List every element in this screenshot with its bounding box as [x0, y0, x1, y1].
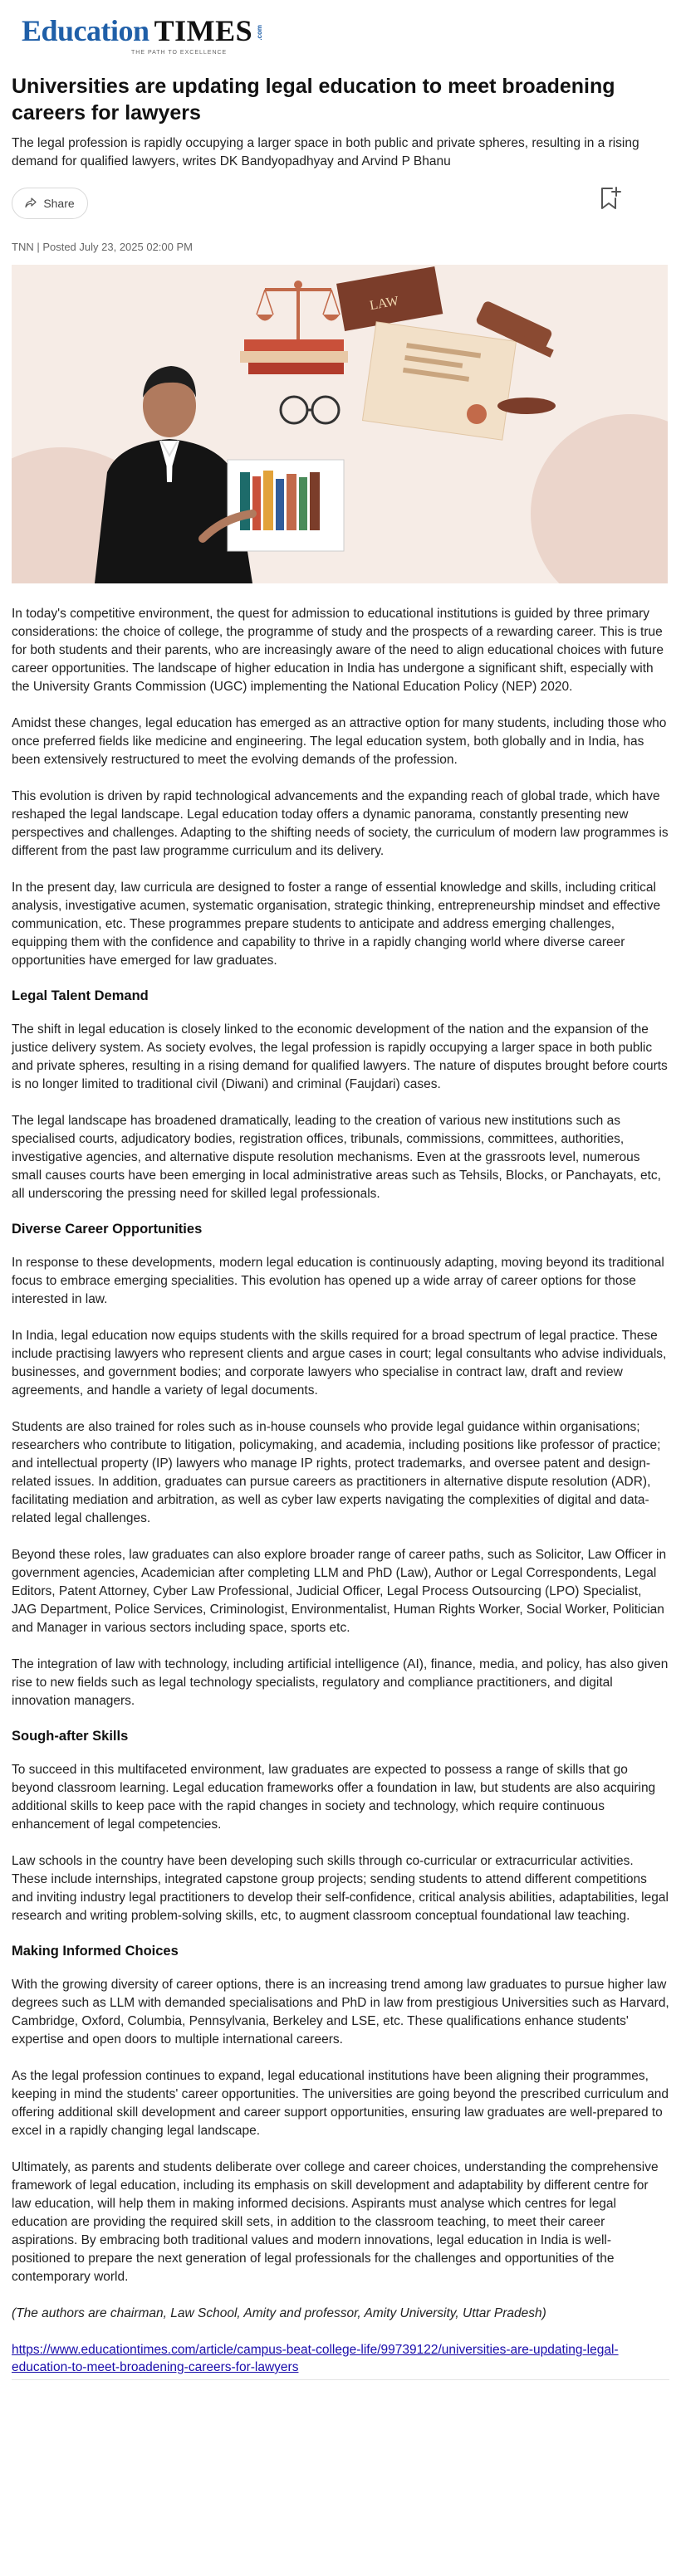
- author-note: (The authors are chairman, Law School, Amity and professor, Amity University, Uttar Pradesh): [12, 2306, 546, 2320]
- article-standfirst: The legal profession is rapidly occupying a larger space in both public and private spheres, resulting in a rising demand for qualified lawyers, writes DK Bandyopadhyay and Arvind P Bhanu: [12, 136, 639, 168]
- article-paragraph: To succeed in this multifaceted environment, law graduates are expected to possess a range of skills that go beyond classroom learning. Legal education frameworks offer a foundation in law, but students are also acquiring additional skills to keep pace with the rapid changes in society and technology, which require continuous enhancement of legal competencies.: [12, 1763, 656, 1832]
- article-byline: TNN | Posted July 23, 2025 02:00 PM: [12, 241, 193, 253]
- article-paragraph: Law schools in the country have been developing such skills through co-curricular or extracurricular activities. These include internships, integrated capstone group projects; sending students to attend different competitions and inviting industry legal practitioners to develop their self-confidence, critical analysis abilities, adaptabilities, legal research and writing problem-solving skills, etc, to augment classroom conceptual foundational law teaching.: [12, 1854, 669, 1923]
- divider: [12, 2379, 669, 2380]
- hero-illustration: [12, 265, 668, 583]
- article-paragraph: The legal landscape has broadened dramatically, leading to the creation of various new institutions such as specialised courts, adjudicatory bodies, registration offices, tribunals, commissions, committees, authorities, investigative agencies, and alternative dispute resolution mechanisms. Even at the grassroots level, numerous small causes courts have been emerging in local administrative areas such as Tehsils, Blocks, or Panchayats, etc, all underscoring the pressing need for skilled legal professionals.: [12, 1114, 661, 1201]
- article-paragraph: As the legal profession continues to expand, legal educational institutions have been aligning their programmes, keeping in mind the students' career opportunities. The universities are going beyond the prescribed curriculum and offering additional skill development and career support opportunities, ensuring law graduates are well-prepared to excel in a rapidly changing legal landscape.: [12, 2069, 669, 2138]
- article-paragraph: This evolution is driven by rapid technological advancements and the expanding reach of global trade, which have reshaped the legal landscape. Legal education today offers a dynamic panorama, constantly presenting new perspectives and challenges. Adapting to the shifting needs of society, the curriculum of modern law programmes is different from the past law programme curriculum and its delivery.: [12, 789, 669, 858]
- article-paragraph: Ultimately, as parents and students deliberate over college and career choices, understanding the comprehensive framework of legal education, including its emphasis on skill development and adaptability by different centre for law education, will help them in making informed decisions. Aspirants must analyse which centres for legal education are providing the required skill sets, in addition to the classroom teaching, to meet their career aspirations. By embracing both traditional values and modern innovations, legal education in India is well-positioned to prepare the next generation of legal professionals for the challenges and opportunities of the contemporary world.: [12, 2160, 659, 2284]
- site-header: [12, 0, 669, 60]
- section-heading: Sough-after Skills: [12, 1729, 129, 1744]
- logo-tagline: THE PATH TO EXCELLENCE: [131, 50, 228, 56]
- section-heading: Diverse Career Opportunities: [12, 1222, 203, 1237]
- logo-times: TIMES: [154, 14, 253, 47]
- article-paragraph: Amidst these changes, legal education has emerged as an attractive option for many students, including those who once preferred fields like medicine and engineering. The legal education system, both globally and in India, has been extensively restructured to meet the evolving demands of the profession.: [12, 716, 667, 767]
- article-body: [12, 605, 669, 2323]
- share-label: Share: [43, 197, 75, 210]
- source-url-link[interactable]: https://www.educationtimes.com/article/campus-beat-college-life/99739122/universities-are-updating-legal-education-to-meet-broadening-careers-for-lawyers: [12, 2343, 619, 2374]
- article-paragraph: Students are also trained for roles such as in-house counsels who provide legal guidance within organisations; researchers who contribute to litigation, policymaking, and academia, including positions like professor of practice; and intellectual property (IP) lawyers who manage IP rights, protect trademarks, and oversee patent and design-related issues. In addition, graduates can pursue careers as practitioners in alternative dispute resolution (ADR), facilitating mediation and arbitration, as well as cyber law experts navigating the complexities of digital and data-related legal challenges.: [12, 1420, 661, 1525]
- site-logo[interactable]: [22, 13, 264, 56]
- section-heading: Legal Talent Demand: [12, 988, 149, 1003]
- logo-globe-o: o: [118, 14, 134, 47]
- article-paragraph: The integration of law with technology, including artificial intelligence (AI), finance, media, and policy, has also given rise to new fields such as legal technology specialists, regulatory and compliance practitioners, and digital innovation managers.: [12, 1657, 669, 1708]
- article-paragraph: In today's competitive environment, the quest for admission to educational institutions is guided by three primary considerations: the choice of college, the programme of study and the prospects of a rewarding career. This is true for both students and their parents, who are increasingly aware of the need to align educational choices with future career opportunities. The landscape of higher education in India has undergone a significant shift, especially with the University Grants Commission (UGC) implementing the National Education Policy (NEP) 2020.: [12, 607, 664, 694]
- logo-suffix: .com: [256, 25, 264, 41]
- article-headline: Universities are updating legal education to meet broadening careers for lawyers: [12, 75, 615, 124]
- share-icon: [25, 198, 37, 209]
- article-paragraph: In India, legal education now equips students with the skills required for a broad spectrum of legal practice. These include practising lawyers who represent clients and argue cases in court; legal consultants who advise individuals, businesses, and government bodies; and corporate lawyers who specialise in contract law, draft and review agreements, and handle a variety of legal documents.: [12, 1329, 667, 1398]
- article-actions: [12, 181, 669, 222]
- article-paragraph: With the growing diversity of career options, there is an increasing trend among law graduates to pursue higher law degrees such as LLM with demanded specialisations and PhD in law from prestigious Universities such as Harvard, Cambridge, Oxford, Columbia, Pennsylvania, Berkeley and LSE, etc. These qualifications enhance students' expertise and open doors to multiple international careers.: [12, 1978, 669, 2047]
- share-button[interactable]: [12, 188, 88, 219]
- document-clipboard-icon: [362, 322, 516, 440]
- article-paragraph: The shift in legal education is closely linked to the economic development of the nation and the expansion of the justice delivery system. As society evolves, the legal profession is rapidly occupying a larger space in both public and private spheres, resulting in a rising demand for qualified lawyers. The nature of disputes brought before courts is no longer limited to traditional civil (Diwani) and criminal (Faujdari) cases.: [12, 1022, 668, 1091]
- logo-education: Education: [22, 14, 149, 47]
- bookmark-add-icon[interactable]: [600, 186, 621, 211]
- section-heading: Making Informed Choices: [12, 1944, 179, 1959]
- article-paragraph: In the present day, law curricula are designed to foster a range of essential knowledge and skills, including critical analysis, investigative acumen, systematic organisation, strategic thinking, entrepreneurship mindset and effective communication, etc. These programmes prepare students to anticipate and address emerging challenges, equipping them with the confidence and capability to thrive in a rapidly changing world where diverse career opportunities have emerged for law graduates.: [12, 881, 661, 968]
- hero-image: [12, 265, 668, 583]
- article-paragraph: Beyond these roles, law graduates can also explore broader range of career paths, such as Solicitor, Law Officer in government agencies, Academician after completing LLM and PhD (Law), Author or Legal Correspondents, Legal Editors, Patent Attorney, Cyber Law Professional, Judicial Officer, Legal Process Outsourcing (LPO) Specialist, JAG Department, Police Services, Criminologist, Environmentalist, Human Rights Worker, Social Worker, Politician and Manager in various sectors including space, sports etc.: [12, 1548, 667, 1635]
- article-paragraph: In response to these developments, modern legal education is continuously adapting, moving beyond its traditional focus to embrace emerging specialities. This evolution has opened up a wide array of career options for those interested in law.: [12, 1256, 664, 1306]
- svg-text:LAW: LAW: [368, 294, 400, 314]
